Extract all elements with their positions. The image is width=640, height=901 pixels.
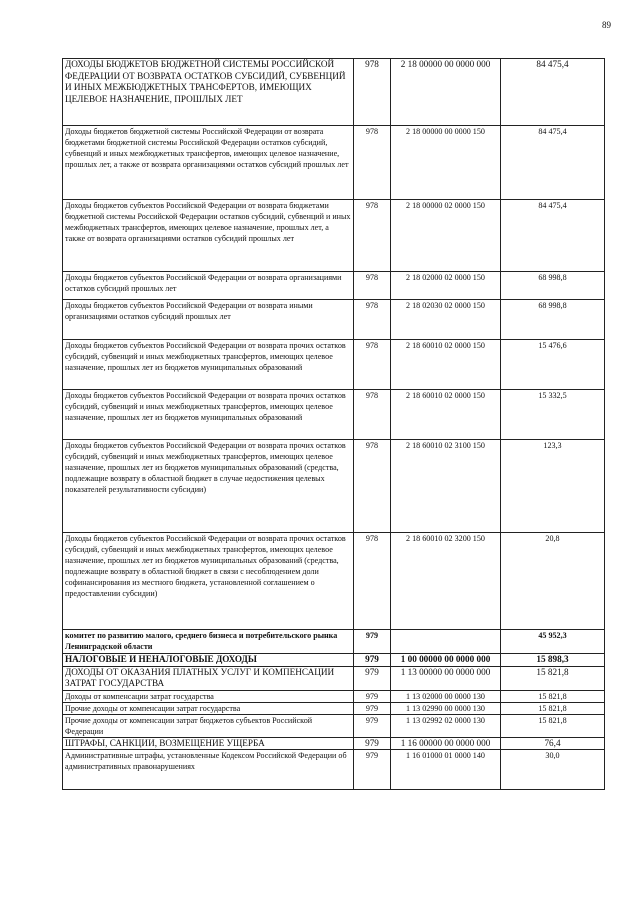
row-amount: 84 475,4	[501, 126, 605, 200]
row-budget-code: 2 18 60010 02 0000 150	[391, 390, 501, 440]
row-amount: 84 475,4	[501, 59, 605, 126]
row-amount: 15 821,8	[501, 714, 605, 737]
table-row	[63, 340, 605, 390]
row-budget-code: 2 18 00000 02 0000 150	[391, 200, 501, 272]
table-row	[63, 200, 605, 272]
table-row	[63, 714, 605, 737]
row-description: комитет по развитию малого, среднего бизнеса и потребительского рынка Ленинградской области	[63, 630, 354, 654]
row-description: Административные штрафы, установленные Кодексом Российской Федерации об административных правонарушениях	[63, 750, 354, 790]
row-description: Прочие доходы от компенсации затрат государства	[63, 702, 354, 714]
row-admin-code: 978	[354, 440, 391, 533]
row-budget-code: 1 00 00000 00 0000 000	[391, 654, 501, 667]
table-row	[63, 630, 605, 654]
row-amount: 84 475,4	[501, 200, 605, 272]
row-amount: 15 821,8	[501, 666, 605, 690]
row-admin-code: 978	[354, 340, 391, 390]
page-number: 89	[602, 20, 611, 30]
row-admin-code: 978	[354, 200, 391, 272]
row-admin-code: 979	[354, 702, 391, 714]
row-amount: 76,4	[501, 737, 605, 750]
row-admin-code: 978	[354, 59, 391, 126]
row-budget-code: 2 18 60010 02 3100 150	[391, 440, 501, 533]
row-admin-code: 978	[354, 272, 391, 300]
row-amount: 123,3	[501, 440, 605, 533]
row-budget-code: 2 18 60010 02 0000 150	[391, 340, 501, 390]
row-budget-code: 2 18 00000 00 0000 000	[391, 59, 501, 126]
row-admin-code: 978	[354, 533, 391, 630]
row-description: Доходы бюджетов субъектов Российской Федерации от возврата прочих остатков субсидий, субвенций и иных межбюджетных трансфертов, имеющих целевое назначение, прошлых лет из бюджетов муниципальных образований	[63, 390, 354, 440]
row-amount: 15 898,3	[501, 654, 605, 667]
row-admin-code: 978	[354, 300, 391, 340]
row-description: Доходы бюджетов субъектов Российской Федерации от возврата бюджетами бюджетной системы Российской Федерации остатков субсидий, субвенций и иных межбюджетных трансфертов, имеющих целевое назначение, прошлых лет, а также от возврата организациями остатков субсидий прошлых лет	[63, 200, 354, 272]
row-amount: 15 821,8	[501, 690, 605, 702]
row-budget-code: 2 18 02030 02 0000 150	[391, 300, 501, 340]
row-description: Доходы бюджетов бюджетной системы Российской Федерации от возврата бюджетами бюджетной системы Российской Федерации остатков субсидий, субвенций и иных межбюджетных трансфертов, имеющих целевое назначение, прошлых лет, а также от возврата организациями остатков субсидий прошлых лет	[63, 126, 354, 200]
row-admin-code: 979	[354, 630, 391, 654]
table-row	[63, 272, 605, 300]
row-description: ШТРАФЫ, САНКЦИИ, ВОЗМЕЩЕНИЕ УЩЕРБА	[63, 737, 354, 750]
row-amount: 15 821,8	[501, 702, 605, 714]
row-amount: 30,0	[501, 750, 605, 790]
table-row	[63, 440, 605, 533]
row-amount: 20,8	[501, 533, 605, 630]
table-row	[63, 533, 605, 630]
table-row	[63, 59, 605, 126]
row-description: Прочие доходы от компенсации затрат бюджетов субъектов Российской Федерации	[63, 714, 354, 737]
row-budget-code: 1 13 02992 02 0000 130	[391, 714, 501, 737]
row-description: Доходы бюджетов субъектов Российской Федерации от возврата прочих остатков субсидий, субвенций и иных межбюджетных трансфертов, имеющих целевое назначение, прошлых лет из бюджетов муниципальных образований (средства, подлежащие возврату в областной бюджет в случае недостижения целевых показателей результативности субсидии)	[63, 440, 354, 533]
table-row	[63, 300, 605, 340]
row-description: Доходы бюджетов субъектов Российской Федерации от возврата прочих остатков субсидий, субвенций и иных межбюджетных трансфертов, имеющих целевое назначение, прошлых лет из бюджетов муниципальных образований	[63, 340, 354, 390]
row-admin-code: 979	[354, 737, 391, 750]
row-description: ДОХОДЫ БЮДЖЕТОВ БЮДЖЕТНОЙ СИСТЕМЫ РОССИЙСКОЙ ФЕДЕРАЦИИ ОТ ВОЗВРАТА ОСТАТКОВ СУБСИДИЙ, СУБВЕНЦИЙ И ИНЫХ МЕЖБЮДЖЕТНЫХ ТРАНСФЕРТОВ, ИМЕЮЩИХ ЦЕЛЕВОЕ НАЗНАЧЕНИЕ, ПРОШЛЫХ ЛЕТ	[63, 59, 354, 126]
row-budget-code: 2 18 02000 02 0000 150	[391, 272, 501, 300]
table-row	[63, 666, 605, 690]
row-amount: 45 952,3	[501, 630, 605, 654]
row-description: НАЛОГОВЫЕ И НЕНАЛОГОВЫЕ ДОХОДЫ	[63, 654, 354, 667]
budget-revenue-table	[62, 58, 605, 790]
row-admin-code: 979	[354, 654, 391, 667]
row-budget-code: 1 16 01000 01 0000 140	[391, 750, 501, 790]
row-budget-code: 2 18 00000 00 0000 150	[391, 126, 501, 200]
row-admin-code: 978	[354, 126, 391, 200]
table-row	[63, 654, 605, 667]
row-admin-code: 979	[354, 714, 391, 737]
row-description: Доходы бюджетов субъектов Российской Федерации от возврата иными организациями остатков субсидий прошлых лет	[63, 300, 354, 340]
table-row	[63, 702, 605, 714]
row-amount: 68 998,8	[501, 300, 605, 340]
row-budget-code: 1 13 02000 00 0000 130	[391, 690, 501, 702]
row-budget-code: 1 13 00000 00 0000 000	[391, 666, 501, 690]
row-budget-code: 2 18 60010 02 3200 150	[391, 533, 501, 630]
row-admin-code: 979	[354, 666, 391, 690]
row-admin-code: 979	[354, 750, 391, 790]
row-amount: 15 332,5	[501, 390, 605, 440]
row-description: Доходы бюджетов субъектов Российской Федерации от возврата организациями остатков субсидий прошлых лет	[63, 272, 354, 300]
row-amount: 68 998,8	[501, 272, 605, 300]
row-budget-code	[391, 630, 501, 654]
row-description: ДОХОДЫ ОТ ОКАЗАНИЯ ПЛАТНЫХ УСЛУГ И КОМПЕНСАЦИИ ЗАТРАТ ГОСУДАРСТВА	[63, 666, 354, 690]
table-row	[63, 737, 605, 750]
row-admin-code: 978	[354, 390, 391, 440]
row-description: Доходы от компенсации затрат государства	[63, 690, 354, 702]
table-row	[63, 390, 605, 440]
row-admin-code: 979	[354, 690, 391, 702]
table-row	[63, 750, 605, 790]
row-budget-code: 1 13 02990 00 0000 130	[391, 702, 501, 714]
table-row	[63, 126, 605, 200]
row-budget-code: 1 16 00000 00 0000 000	[391, 737, 501, 750]
table-row	[63, 690, 605, 702]
row-amount: 15 476,6	[501, 340, 605, 390]
row-description: Доходы бюджетов субъектов Российской Федерации от возврата прочих остатков субсидий, субвенций и иных межбюджетных трансфертов, имеющих целевое назначение, прошлых лет из бюджетов муниципальных образований (средства, подлежащие возврату в областной бюджет в связи с несоблюдением доли софинансирования из местного бюджета, установленной соглашением о предоставлении субсидии)	[63, 533, 354, 630]
